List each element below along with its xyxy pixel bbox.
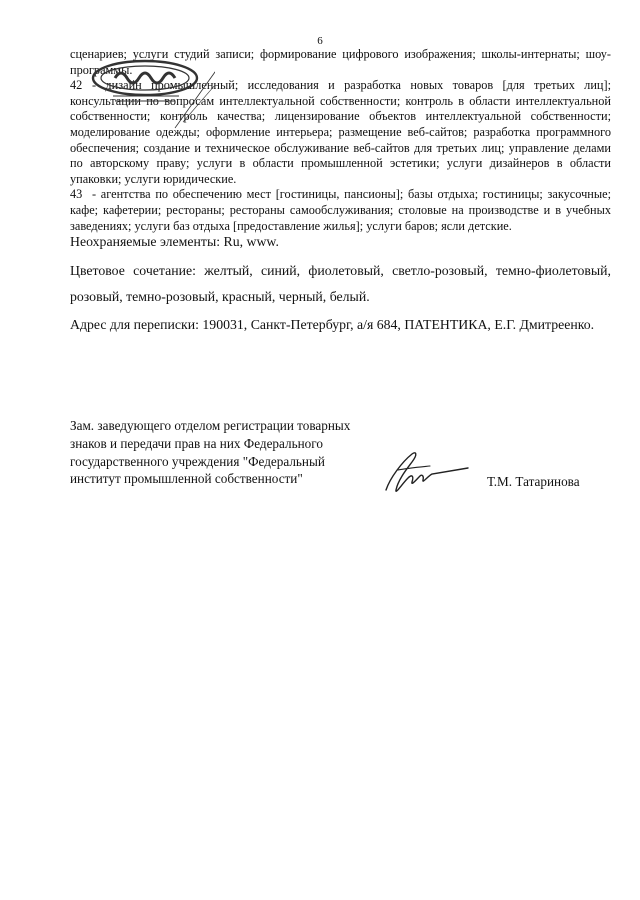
class-entry-text: - агентства по обеспечению мест [гостиницы, пансионы]; базы отдыха; гостиницы; закусочные; кафе; кафетерии; рестораны; рестораны самообслуживания; столовые на производстве и в учебных заведениях; услуги баз отдыха [предоставление жилья]; услуги баров; ясли детские. <box>70 187 611 233</box>
class-number: 42 <box>70 78 83 93</box>
signer-title-line: Зам. заведующего отделом регистрации товарных <box>70 418 351 433</box>
class-entry-43 <box>70 187 611 234</box>
correspondence-address: Адрес для переписки: 190031, Санкт-Петербург, а/я 684, ПАТЕНТИКА, Е.Г. Дмитреенко. <box>70 317 595 332</box>
unprotected-elements: Неохраняемые элементы: Ru, www. <box>70 234 279 249</box>
signer-name: Т.М. Татаринова <box>487 474 580 489</box>
handwritten-signature <box>372 440 472 500</box>
stamp-logo <box>75 50 215 130</box>
signer-title-line: государственного учреждения "Федеральный <box>70 453 325 469</box>
class-number: 43 <box>70 187 83 202</box>
class-entry-text: сценариев; услуги студий записи; формирование цифрового изображения; школы-интернаты; шоу-программы. <box>70 47 611 77</box>
class-entry-text: - дизайн промышленный; исследования и разработка новых товаров [для третьих лиц]; консультации по вопросам интеллектуальной собственности; контроль в области интеллектуальной собственности; контроль качества; лицензирование объектов интеллектуальной собственности; моделирование одежды; оформление интерьера; размещение веб-сайтов; разработка программного обеспечения; создание и техническое обслуживание веб-сайтов для третьих лиц; управление делами по авторскому праву; услуги в области промышленной эстетики; услуги дизайнеров в области упаковки; услуги юридические. <box>70 78 611 186</box>
signer-title-line: знаков и передачи прав на них Федерального <box>70 435 323 451</box>
color-combination: Цветовое сочетание: желтый, синий, фиолетовый, светло-розовый, темно-фиолетовый, розовый, темно-розовый, красный, черный, белый. <box>70 263 611 304</box>
signer-title <box>70 417 400 488</box>
page-number: 6 <box>317 35 323 47</box>
signer-title-line: институт промышленной собственности" <box>70 471 303 487</box>
